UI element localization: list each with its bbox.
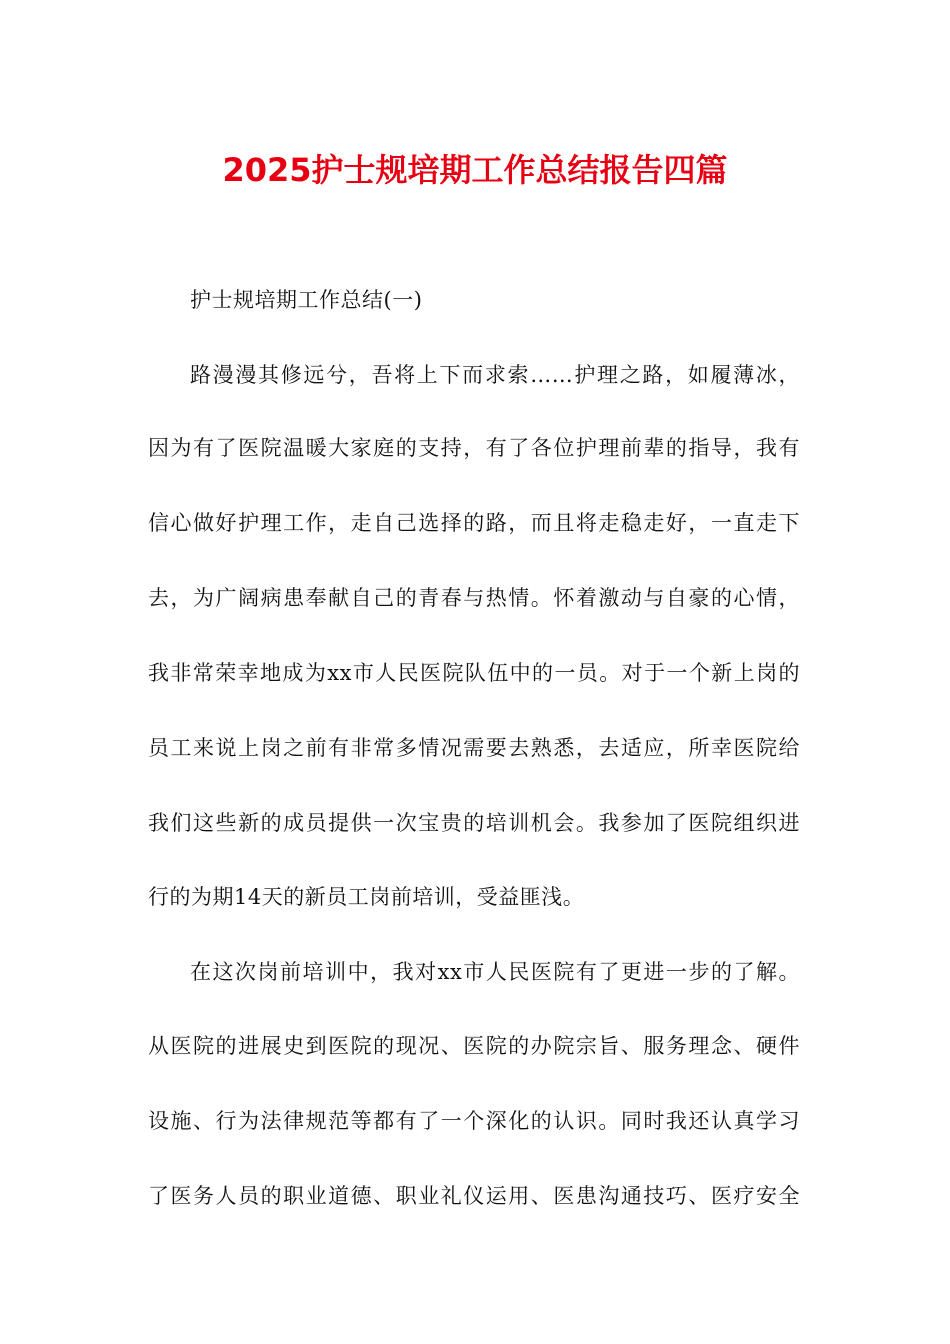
text-line: 行的为期14天的新员工岗前培训，受益匪浅。: [148, 885, 585, 909]
text-line: 在这次岗前培训中，我对xx市人民医院有了更进一步的了解。: [190, 960, 800, 984]
text-line: 因为有了医院温暖大家庭的支持，有了各位护理前辈的指导，我有: [148, 436, 800, 460]
text-line: 我非常荣幸地成为xx市人民医院队伍中的一员。对于一个新上岗的: [148, 661, 800, 685]
text-line: 去，为广阔病患奉献自己的青春与热情。怀着激动与自豪的心情，: [148, 586, 800, 610]
text-line: 路漫漫其修远兮，吾将上下而求索……护理之路，如履薄冰，: [190, 363, 800, 387]
text-line: 了医务人员的职业道德、职业礼仪运用、医患沟通技巧、医疗安全: [148, 1184, 800, 1208]
text-line: 从医院的进展史到医院的现况、医院的办院宗旨、服务理念、硬件: [148, 1034, 800, 1058]
document-title: 2025护士规培期工作总结报告四篇: [222, 151, 728, 189]
section-heading: 护士规培期工作总结(一): [190, 288, 423, 312]
text-line: 我们这些新的成员提供一次宝贵的培训机会。我参加了医院组织进: [148, 811, 800, 835]
text-line: 设施、行为法律规范等都有了一个深化的认识。同时我还认真学习: [148, 1109, 800, 1133]
text-line: 信心做好护理工作，走自己选择的路，而且将走稳走好，一直走下: [148, 511, 800, 535]
text-line: 员工来说上岗之前有非常多情况需要去熟悉，去适应，所幸医院给: [148, 736, 800, 760]
